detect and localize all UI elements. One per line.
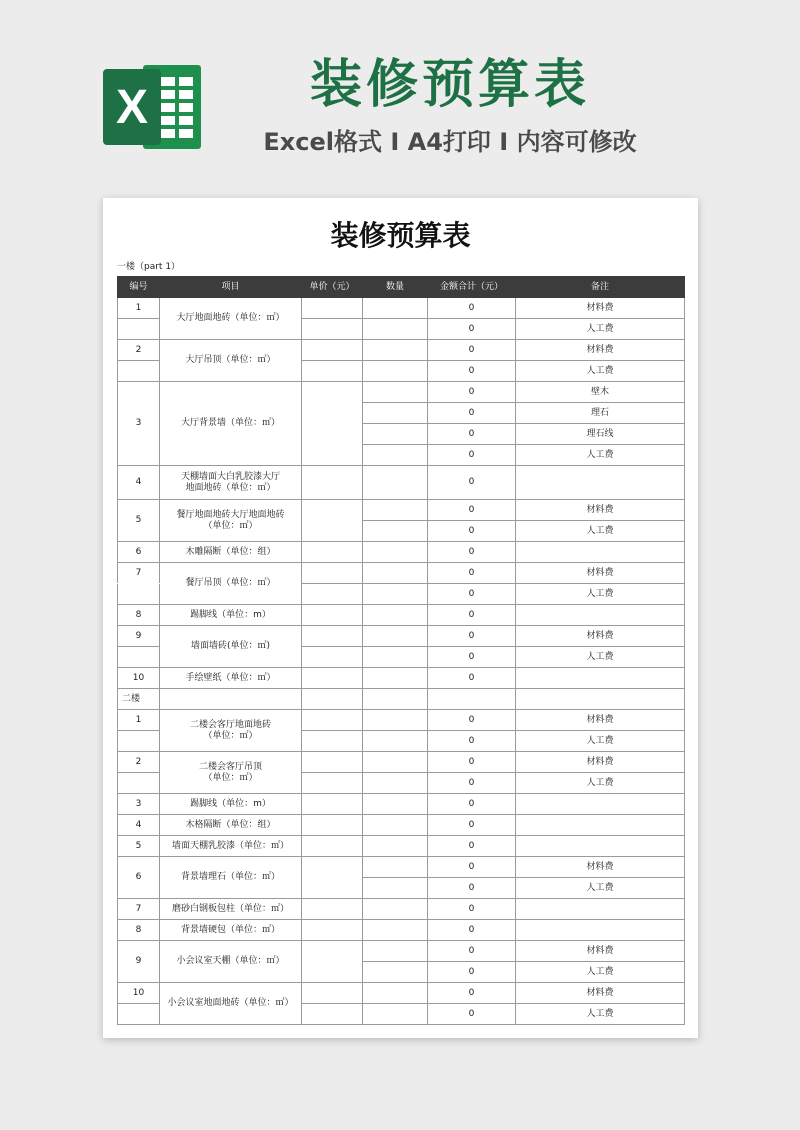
remark-cell bbox=[516, 815, 685, 836]
unit-price-cell[interactable] bbox=[302, 542, 363, 563]
remark-cell bbox=[516, 542, 685, 563]
quantity-cell[interactable] bbox=[363, 298, 428, 319]
table-row bbox=[118, 752, 685, 773]
amount-cell: 0 bbox=[428, 1004, 516, 1025]
remark-cell: 材料费 bbox=[516, 983, 685, 1004]
item-name-line2: （单位：㎡） bbox=[203, 772, 258, 783]
remark-cell: 理石线 bbox=[516, 424, 685, 445]
item-number-empty bbox=[118, 647, 160, 668]
amount-cell: 0 bbox=[428, 857, 516, 878]
header-cell-unit-price: 单价（元） bbox=[302, 277, 363, 298]
quantity-cell[interactable] bbox=[363, 466, 428, 500]
item-number: 9 bbox=[118, 626, 160, 647]
promo-subtitle: Excel格式 I A4打印 I 内容可修改 bbox=[263, 128, 637, 156]
item-number-empty bbox=[118, 584, 160, 605]
unit-price-cell[interactable] bbox=[302, 836, 363, 857]
item-number: 7 bbox=[118, 899, 160, 920]
unit-price-cell[interactable] bbox=[302, 361, 363, 382]
item-number-empty bbox=[118, 1004, 160, 1025]
quantity-cell[interactable] bbox=[363, 731, 428, 752]
quantity-cell[interactable] bbox=[363, 403, 428, 424]
quantity-cell[interactable] bbox=[363, 563, 428, 584]
unit-price-cell[interactable] bbox=[302, 500, 363, 542]
unit-price-cell[interactable] bbox=[302, 605, 363, 626]
unit-price-cell[interactable] bbox=[302, 752, 363, 773]
remark-cell: 人工费 bbox=[516, 521, 685, 542]
unit-price-cell[interactable] bbox=[302, 815, 363, 836]
item-name: 餐厅吊顶（单位：㎡） bbox=[160, 563, 302, 605]
item-name bbox=[160, 752, 302, 794]
table-row bbox=[118, 466, 685, 500]
amount-cell: 0 bbox=[428, 542, 516, 563]
unit-price-cell[interactable] bbox=[302, 668, 363, 689]
item-number: 5 bbox=[118, 836, 160, 857]
item-number-empty bbox=[118, 731, 160, 752]
header-cell-quantity: 数量 bbox=[363, 277, 428, 298]
remark-cell: 材料费 bbox=[516, 857, 685, 878]
amount-cell: 0 bbox=[428, 920, 516, 941]
item-number: 8 bbox=[118, 920, 160, 941]
remark-cell bbox=[516, 920, 685, 941]
remark-cell: 理石 bbox=[516, 403, 685, 424]
amount-cell: 0 bbox=[428, 563, 516, 584]
remark-cell bbox=[516, 668, 685, 689]
unit-price-cell[interactable] bbox=[302, 941, 363, 983]
item-name: 背景墙理石（单位：㎡） bbox=[160, 857, 302, 899]
table-row bbox=[118, 815, 685, 836]
remark-cell: 人工费 bbox=[516, 878, 685, 899]
amount-cell: 0 bbox=[428, 836, 516, 857]
remark-cell bbox=[516, 899, 685, 920]
amount-cell: 0 bbox=[428, 899, 516, 920]
item-number: 6 bbox=[118, 542, 160, 563]
unit-price-cell[interactable] bbox=[302, 983, 363, 1004]
unit-price-cell[interactable] bbox=[302, 920, 363, 941]
unit-price-cell[interactable] bbox=[302, 773, 363, 794]
table-row bbox=[118, 542, 685, 563]
table-row bbox=[118, 605, 685, 626]
quantity-cell[interactable] bbox=[363, 941, 428, 962]
amount-cell: 0 bbox=[428, 773, 516, 794]
item-name: 手绘壁纸（单位：㎡） bbox=[160, 668, 302, 689]
quantity-cell[interactable] bbox=[363, 521, 428, 542]
item-name: 木格隔断（单位：组） bbox=[160, 815, 302, 836]
item-name-line2: （单位：㎡） bbox=[203, 520, 258, 531]
remark-cell: 材料费 bbox=[516, 500, 685, 521]
quantity-cell[interactable] bbox=[363, 1004, 428, 1025]
amount-cell: 0 bbox=[428, 466, 516, 500]
item-number: 4 bbox=[118, 466, 160, 500]
table-row bbox=[118, 340, 685, 361]
amount-cell: 0 bbox=[428, 605, 516, 626]
remark-cell bbox=[516, 836, 685, 857]
item-name-line2: （单位：㎡） bbox=[203, 730, 258, 741]
excel-logo-letter: X bbox=[115, 81, 149, 134]
unit-price-cell[interactable] bbox=[302, 1004, 363, 1025]
table-row bbox=[118, 668, 685, 689]
item-number: 7 bbox=[118, 563, 160, 584]
item-number: 1 bbox=[118, 298, 160, 319]
unit-price-cell[interactable] bbox=[302, 647, 363, 668]
item-number: 8 bbox=[118, 605, 160, 626]
quantity-cell[interactable] bbox=[363, 340, 428, 361]
remark-cell bbox=[516, 605, 685, 626]
quantity-cell[interactable] bbox=[363, 752, 428, 773]
amount-cell: 0 bbox=[428, 710, 516, 731]
remark-cell: 人工费 bbox=[516, 584, 685, 605]
quantity-cell[interactable] bbox=[363, 794, 428, 815]
section-label-floor2: 二楼 bbox=[118, 689, 160, 710]
amount-cell: 0 bbox=[428, 878, 516, 899]
unit-price-cell[interactable] bbox=[302, 731, 363, 752]
remark-cell bbox=[516, 466, 685, 500]
item-name bbox=[160, 466, 302, 500]
quantity-cell[interactable] bbox=[363, 668, 428, 689]
remark-cell: 人工费 bbox=[516, 962, 685, 983]
unit-price-cell[interactable] bbox=[302, 584, 363, 605]
item-number-empty bbox=[118, 361, 160, 382]
remark-cell: 人工费 bbox=[516, 1004, 685, 1025]
item-name: 大厅地面地砖（单位：㎡） bbox=[160, 298, 302, 340]
item-number: 2 bbox=[118, 340, 160, 361]
amount-cell: 0 bbox=[428, 584, 516, 605]
unit-price-cell[interactable] bbox=[302, 563, 363, 584]
budget-table bbox=[117, 276, 685, 1025]
amount-cell: 0 bbox=[428, 731, 516, 752]
unit-price-cell[interactable] bbox=[302, 710, 363, 731]
table-row bbox=[118, 857, 685, 878]
remark-cell: 材料费 bbox=[516, 941, 685, 962]
item-name-line1: 餐厅地面地砖大厅地面地砖 bbox=[176, 509, 285, 520]
quantity-cell[interactable] bbox=[363, 500, 428, 521]
table-row bbox=[118, 382, 685, 403]
amount-cell: 0 bbox=[428, 298, 516, 319]
remark-cell: 人工费 bbox=[516, 773, 685, 794]
quantity-cell[interactable] bbox=[363, 773, 428, 794]
item-name: 磨砂白钢板包柱（单位：㎡） bbox=[160, 899, 302, 920]
remark-cell: 材料费 bbox=[516, 626, 685, 647]
item-name: 木雕隔断（单位：组） bbox=[160, 542, 302, 563]
table-header-row bbox=[118, 277, 685, 298]
table-row bbox=[118, 563, 685, 584]
quantity-cell[interactable] bbox=[363, 962, 428, 983]
unit-price-cell[interactable] bbox=[302, 298, 363, 319]
item-number: 10 bbox=[118, 668, 160, 689]
item-name-line1: 二楼会客厅地面地砖 bbox=[189, 719, 271, 730]
item-name: 小会议室地面地砖（单位：㎡） bbox=[160, 983, 302, 1025]
item-number: 9 bbox=[118, 941, 160, 983]
item-name: 踢脚线（单位：m） bbox=[160, 605, 302, 626]
quantity-cell[interactable] bbox=[363, 899, 428, 920]
header-cell-item: 项目 bbox=[160, 277, 302, 298]
quantity-cell[interactable] bbox=[363, 647, 428, 668]
amount-cell: 0 bbox=[428, 626, 516, 647]
amount-cell: 0 bbox=[428, 500, 516, 521]
table-row bbox=[118, 920, 685, 941]
quantity-cell[interactable] bbox=[363, 920, 428, 941]
quantity-cell[interactable] bbox=[363, 319, 428, 340]
unit-price-cell[interactable] bbox=[302, 340, 363, 361]
item-number: 3 bbox=[118, 794, 160, 815]
header-cell-remark: 备注 bbox=[516, 277, 685, 298]
amount-cell: 0 bbox=[428, 794, 516, 815]
remark-cell: 材料费 bbox=[516, 340, 685, 361]
item-name-line1: 二楼会客厅吊顶 bbox=[198, 761, 262, 772]
item-name bbox=[160, 500, 302, 542]
remark-cell: 壁木 bbox=[516, 382, 685, 403]
remark-cell: 人工费 bbox=[516, 361, 685, 382]
amount-cell: 0 bbox=[428, 668, 516, 689]
item-name: 大厅吊顶（单位：㎡） bbox=[160, 340, 302, 382]
quantity-cell[interactable] bbox=[363, 605, 428, 626]
table-row bbox=[118, 983, 685, 1004]
item-number-empty bbox=[118, 319, 160, 340]
item-name: 墙面墙砖(单位：㎡) bbox=[160, 626, 302, 668]
remark-cell: 材料费 bbox=[516, 710, 685, 731]
quantity-cell[interactable] bbox=[363, 542, 428, 563]
amount-cell: 0 bbox=[428, 752, 516, 773]
remark-cell: 人工费 bbox=[516, 319, 685, 340]
unit-price-cell[interactable] bbox=[302, 382, 363, 466]
table-row bbox=[118, 626, 685, 647]
quantity-cell[interactable] bbox=[363, 584, 428, 605]
item-number: 4 bbox=[118, 815, 160, 836]
quantity-cell[interactable] bbox=[363, 878, 428, 899]
quantity-cell[interactable] bbox=[363, 361, 428, 382]
item-name-line2: 地面地砖（单位：㎡） bbox=[185, 482, 276, 493]
item-name: 背景墙硬包（单位：㎡） bbox=[160, 920, 302, 941]
part-label: 一楼（part 1） bbox=[117, 262, 181, 272]
quantity-cell[interactable] bbox=[363, 983, 428, 1004]
amount-cell: 0 bbox=[428, 983, 516, 1004]
spreadsheet-page bbox=[103, 198, 698, 1038]
amount-cell: 0 bbox=[428, 647, 516, 668]
remark-cell: 人工费 bbox=[516, 647, 685, 668]
item-name: 小会议室天棚（单位：㎡） bbox=[160, 941, 302, 983]
table-row bbox=[118, 836, 685, 857]
item-number: 5 bbox=[118, 500, 160, 542]
quantity-cell[interactable] bbox=[363, 626, 428, 647]
section-row bbox=[118, 689, 685, 710]
item-number: 1 bbox=[118, 710, 160, 731]
item-number: 2 bbox=[118, 752, 160, 773]
amount-cell: 0 bbox=[428, 361, 516, 382]
table-row bbox=[118, 500, 685, 521]
unit-price-cell[interactable] bbox=[302, 899, 363, 920]
amount-cell: 0 bbox=[428, 424, 516, 445]
amount-cell: 0 bbox=[428, 521, 516, 542]
remark-cell: 人工费 bbox=[516, 445, 685, 466]
quantity-cell[interactable] bbox=[363, 857, 428, 878]
item-number: 3 bbox=[118, 382, 160, 466]
table-row bbox=[118, 899, 685, 920]
amount-cell: 0 bbox=[428, 941, 516, 962]
amount-cell: 0 bbox=[428, 403, 516, 424]
remark-cell bbox=[516, 794, 685, 815]
remark-cell: 材料费 bbox=[516, 752, 685, 773]
item-name: 大厅背景墙（单位：㎡） bbox=[160, 382, 302, 466]
header-cell-number: 编号 bbox=[118, 277, 160, 298]
remark-cell: 材料费 bbox=[516, 563, 685, 584]
item-name bbox=[160, 710, 302, 752]
unit-price-cell[interactable] bbox=[302, 319, 363, 340]
quantity-cell[interactable] bbox=[363, 836, 428, 857]
item-name: 墙面天棚乳胶漆（单位：㎡） bbox=[160, 836, 302, 857]
excel-logo-icon bbox=[103, 57, 205, 157]
remark-cell: 人工费 bbox=[516, 731, 685, 752]
document-title: 装修预算表 bbox=[330, 219, 471, 252]
unit-price-cell[interactable] bbox=[302, 466, 363, 500]
amount-cell: 0 bbox=[428, 340, 516, 361]
amount-cell: 0 bbox=[428, 815, 516, 836]
item-name-line1: 天棚墙面大白乳胶漆大厅 bbox=[180, 471, 280, 482]
table-row bbox=[118, 710, 685, 731]
remark-cell: 材料费 bbox=[516, 298, 685, 319]
promo-title: 装修预算表 bbox=[309, 55, 590, 115]
item-number: 6 bbox=[118, 857, 160, 899]
table-row bbox=[118, 298, 685, 319]
item-name: 踢脚线（单位：m） bbox=[160, 794, 302, 815]
unit-price-cell[interactable] bbox=[302, 857, 363, 899]
quantity-cell[interactable] bbox=[363, 424, 428, 445]
amount-cell: 0 bbox=[428, 962, 516, 983]
item-number: 10 bbox=[118, 983, 160, 1004]
unit-price-cell[interactable] bbox=[302, 626, 363, 647]
header-cell-total: 金额合计（元） bbox=[428, 277, 516, 298]
quantity-cell[interactable] bbox=[363, 710, 428, 731]
amount-cell: 0 bbox=[428, 319, 516, 340]
table-row bbox=[118, 941, 685, 962]
item-number-empty bbox=[118, 773, 160, 794]
quantity-cell[interactable] bbox=[363, 815, 428, 836]
unit-price-cell[interactable] bbox=[302, 794, 363, 815]
quantity-cell[interactable] bbox=[363, 382, 428, 403]
amount-cell: 0 bbox=[428, 445, 516, 466]
quantity-cell[interactable] bbox=[363, 445, 428, 466]
table-row bbox=[118, 794, 685, 815]
amount-cell: 0 bbox=[428, 382, 516, 403]
